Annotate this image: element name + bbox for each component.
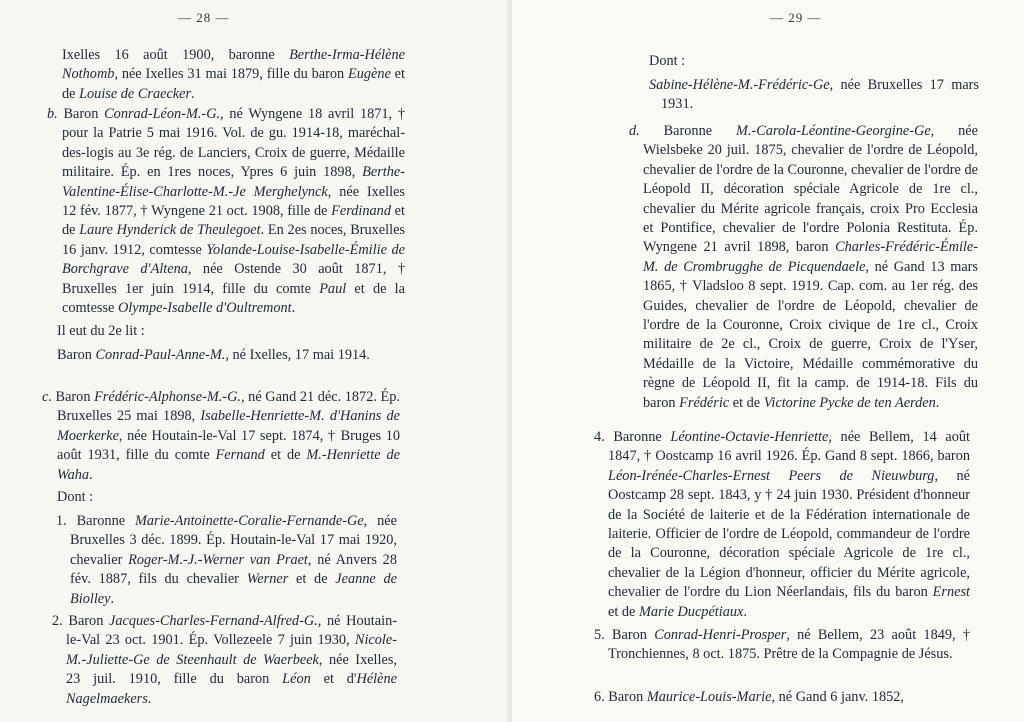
paragraph-child-6-maurice-louis: 6. Baron Maurice-Louis-Marie, né Gand 6 janv. 1852, (594, 689, 904, 705)
paragraph-continued-marriage: Ixelles 16 août 1900, baronne Berthe-Irma-Hélène Nothomb, née Ixelles 31 mai 1879, fille du baron Eugène et de Louise de Craecker. (62, 47, 405, 102)
paragraph-second-marriage-children: Il eut du 2e lit : (57, 323, 145, 339)
paragraph-child-4-leontine: 4. Baronne Léontine-Octavie-Henriette, née Bellem, 14 août 1847, † Oostcamp 16 avril 1926. Ép. Gand 8 sept. 1866, baron Léon-Irénée-Charles-Ernest Peers de Nieuwburg, né Oostcamp 28 sept. 1843, y † 24 juin 1930. Président d'honneur de la Société de laiterie et de la Fédération internationale de laiterie. Officier de l'ordre de Léopold, commandeur de l'ordre de la Couronne, décoration spéciale Agricole de 1re cl., chevalier de la Légion d'honneur, officier du Mérite agricole, chevalier de l'ordre du Lion Néerlandais, fils du baron Ernest et de Marie Ducpétiaux. (594, 429, 970, 620)
paragraph-dont-right: Dont : (649, 53, 686, 69)
paragraph-c-frederic-alphonse: c. Baron Frédéric-Alphonse-M.-G., né Gand 21 déc. 1872. Ép. Bruxelles 25 mai 1898, Isabelle-Henriette-M. d'Hanins de Moerkerke, née Houtain-le-Val 17 sept. 1874, † Bruges 10 août 1931, fille du comte Fernand et de M.-Henriette de Waha. (42, 389, 400, 483)
paragraph-child-5-conrad-henri: 5. Baron Conrad-Henri-Prosper, né Bellem, 23 août 1849, † Tronchiennes, 8 oct. 1875. Prêtre de la Compagnie de Jésus. (594, 627, 971, 663)
paragraph-conrad-paul-anne: Baron Conrad-Paul-Anne-M., né Ixelles, 17 mai 1914. (57, 347, 370, 363)
page-number-28: — 28 — (178, 10, 230, 25)
paragraph-sabine-helene: Sabine-Hélène-M.-Frédéric-Ge, née Bruxelles 17 mars 1931. (649, 77, 979, 113)
paragraph-b-conrad-leon: b. Baron Conrad-Léon-M.-G., né Wyngene 18 avril 1871, † pour la Patrie 5 mai 1916. Vol. de gu. 1914-18, maréchal-des-logis au 3e rég. de Lanciers, Croix de guerre, Médaille militaire. Ép. en 1res noces, Ypres 6 juin 1898, Berthe-Valentine-Élise-Charlotte-M.-Je Merghelynck, née Ixelles 12 fév. 1877, † Wyngene 21 oct. 1908, fille de Ferdinand et de Laure Hynderick de Theulegoet. En 2es noces, Bruxelles 16 janv. 1912, comtesse Yolande-Louise-Isabelle-Émilie de Borchgrave d'Altena, née Ostende 30 août 1871, † Bruxelles 1er juin 1914, fille du comte Paul et de la comtesse Olympe-Isabelle d'Oultremont. (47, 106, 406, 317)
paragraph-d-carola-leontine: d. Baronne M.-Carola-Léontine-Georgine-Ge, née Wielsbeke 20 juil. 1875, chevalier de l'ordre de Léopold, chevalier de l'ordre de la Couronne, chevalier de l'ordre de Léopold II, décoration spéciale Agricole de 1re cl., chevalier du Mérite agricole français, croix Pro Ecclesia et Pontifice, chevalier de l'ordre Polonia Restituta. Ép. Wyngene 21 avril 1898, baron Charles-Frédéric-Émile-M. de Crombrugghe de Picquendaele, né Gand 13 mars 1865, † Vladsloo 8 sept. 1919. Cap. com. au 1er rég. des Guides, chevalier de l'ordre de Léopold, chevalier de l'ordre de la Couronne, Croix civique de 1re cl., Croix militaire de 2e cl., Croix de guerre, Croix de l'Yser, Médaille de la Victoire, Médaille commémorative du règne de Léopold II, fit la camp. de 1914-18. Fils du baron Frédéric et de Victorine Pycke de ten Aerden. (629, 123, 978, 411)
page-number-29: — 29 — (770, 10, 822, 25)
paragraph-child-2-jacques-charles: 2. Baron Jacques-Charles-Fernand-Alfred-G., né Houtain-le-Val 23 oct. 1901. Ép. Vollezeele 7 juin 1930, Nicole-M.-Juliette-Ge de Steenhault de Waerbeek, née Ixelles, 23 juil. 1910, fille du baron Léon et d'Hélène Nagelmaekers. (52, 613, 397, 707)
paragraph-dont: Dont : (57, 489, 94, 505)
right-page (512, 0, 1024, 722)
paragraph-child-1-marie-antoinette: 1. Baronne Marie-Antoinette-Coralie-Fernande-Ge, née Bruxelles 3 déc. 1899. Ép. Houtain-le-Val 17 mai 1920, chevalier Roger-M.-J.-Werner van Praet, né Anvers 28 fév. 1887, fils du chevalier Werner et de Jeanne de Biolley. (56, 513, 397, 607)
